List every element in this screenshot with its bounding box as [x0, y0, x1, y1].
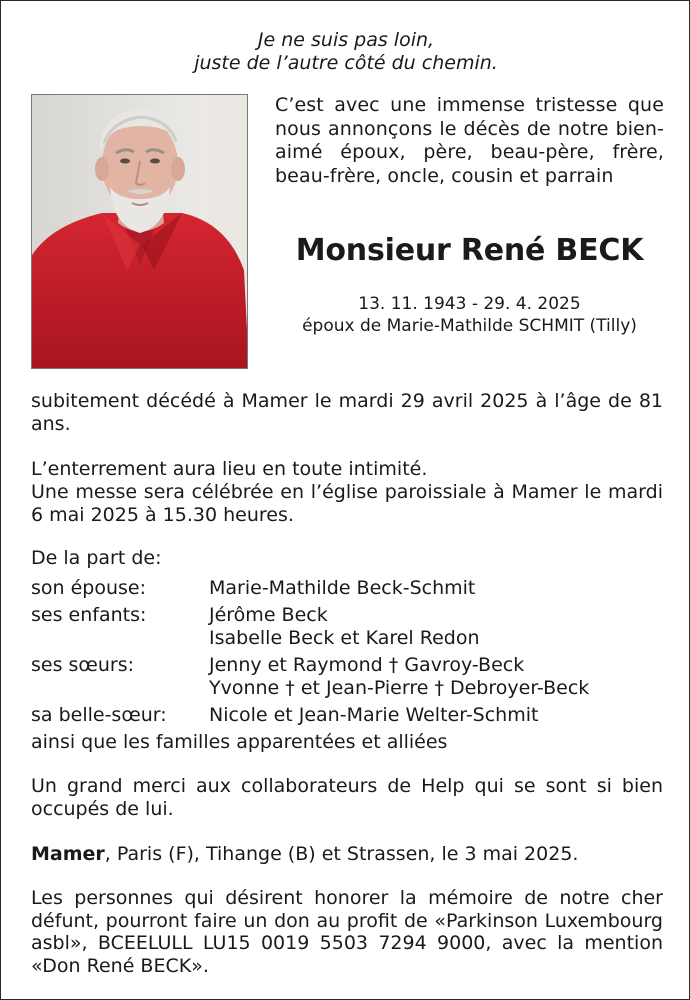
family-member: Jenny et Raymond † Gavroy-Beck [209, 654, 525, 676]
life-dates-block [275, 293, 664, 337]
quote-line-2: juste de l’autre côté du chemin. [194, 52, 498, 74]
spouse-line: époux de Marie-Mathilde SCHMIT (Tilly) [302, 316, 637, 336]
donation-notice: Les personnes qui désirent honorer la mémoire de notre cher défunt, pourront faire un don au profit de «Parkinson Luxembourg asbl», BCEELULL LU15 0019 5503 7294 9000, avec la mention «Don René BECK». [31, 887, 663, 977]
family-label: ses sœurs: [31, 654, 135, 676]
family-label: ses enfants: [31, 604, 147, 626]
family-member: Yvonne † et Jean-Pierre † Debroyer-Beck [209, 676, 590, 699]
life-dates: 13. 11. 1943 - 29. 4. 2025 [358, 294, 581, 314]
family-value [209, 654, 589, 699]
family-value [209, 704, 538, 727]
announcement-intro: C’est avec une immense tristesse que nous annonçons le décès de notre bien-aimé époux, père, beau-père, frère, beau-frère, oncle, cousin et parrain [275, 94, 664, 187]
deceased-name: Monsieur René BECK [295, 233, 644, 268]
family-value [209, 604, 480, 649]
portrait-photo [31, 94, 248, 369]
family-label: sa belle-sœur: [31, 704, 167, 726]
place-city: Mamer [31, 843, 105, 865]
quote-line-1: Je ne suis pas loin, [257, 29, 435, 51]
death-details: subitement décédé à Mamer le mardi 29 avril 2025 à l’âge de 81 ans. [31, 390, 663, 435]
epigraph-quote [1, 29, 690, 75]
funeral-line-2: Une messe sera célébrée en l’église paroissiale à Mamer le mardi 6 mai 2025 à 15.30 heures. [31, 481, 663, 526]
place-rest: , Paris (F), Tihange (B) et Strassen, le 3 mai 2025. [104, 843, 579, 865]
family-member: Marie-Mathilde Beck-Schmit [209, 577, 476, 599]
family-value [209, 577, 475, 600]
family-member: Isabelle Beck et Karel Redon [209, 626, 480, 649]
family-heading: De la part de: [31, 547, 162, 569]
place-and-date [31, 843, 663, 866]
family-label: son épouse: [31, 577, 147, 599]
family-member: Nicole et Jean-Marie Welter-Schmit [209, 704, 539, 726]
thanks-message: Un grand merci aux collaborateurs de Help qui se sont si bien occupés de lui. [31, 775, 663, 820]
family-closing: ainsi que les familles apparentées et alliées [31, 731, 448, 753]
family-member: Jérôme Beck [209, 604, 328, 626]
funeral-line-1: L’enterrement aura lieu en toute intimité. [31, 458, 428, 480]
